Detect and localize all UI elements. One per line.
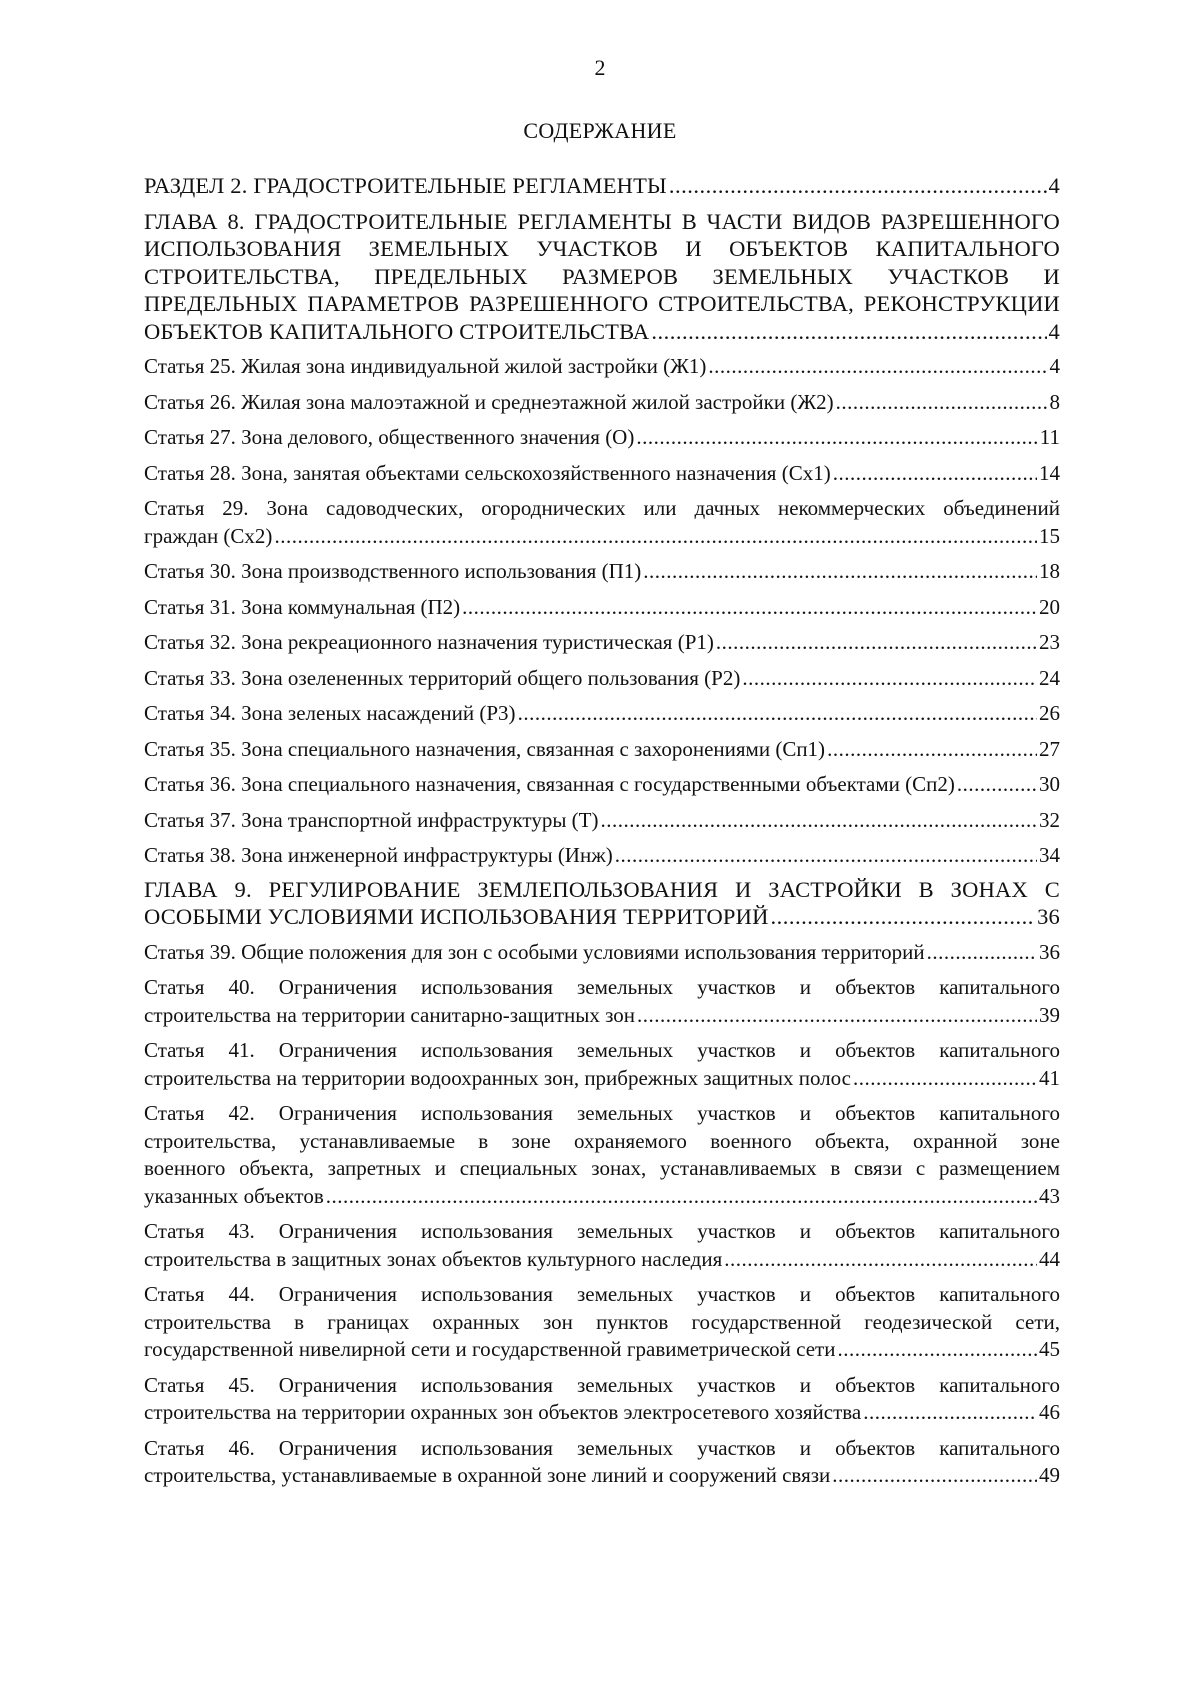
toc-entry[interactable] bbox=[144, 700, 1060, 728]
toc-entry-title: Статья 27. Зона делового, общественного значения (О) bbox=[144, 425, 635, 449]
dot-leader bbox=[853, 1065, 1037, 1093]
toc-entry-final-line bbox=[144, 629, 1060, 657]
toc-entry-final-line bbox=[144, 318, 1060, 346]
dot-leader bbox=[836, 389, 1048, 417]
toc-page-number: 23 bbox=[1039, 630, 1060, 654]
toc-entry-title: Статья 32. Зона рекреационного назначения туристическая (Р1) bbox=[144, 630, 714, 654]
toc-page-number: 39 bbox=[1039, 1002, 1060, 1027]
toc-entry[interactable] bbox=[144, 629, 1060, 657]
dot-leader bbox=[837, 1336, 1037, 1364]
toc-entry-final-line bbox=[144, 700, 1060, 728]
toc-entry-final-line bbox=[144, 665, 1060, 693]
toc-entry[interactable] bbox=[144, 172, 1060, 200]
dot-leader bbox=[827, 736, 1037, 764]
toc-entry-title: государственной нивелирной сети и государственной гравиметрической сети bbox=[144, 1337, 836, 1361]
toc-entry[interactable] bbox=[144, 1037, 1060, 1092]
toc-entry[interactable] bbox=[144, 1281, 1060, 1364]
toc-entry-final-line bbox=[144, 172, 1060, 200]
toc-page-number: 24 bbox=[1039, 665, 1060, 690]
toc-entry[interactable] bbox=[144, 558, 1060, 586]
toc-entry-title: граждан (Сх2) bbox=[144, 523, 273, 548]
toc-entry[interactable] bbox=[144, 460, 1060, 488]
toc-page-number: 20 bbox=[1039, 594, 1060, 619]
toc-entry-title: строительства, устанавливаемые в охранной зоне линий и сооружений связи bbox=[144, 1463, 831, 1487]
toc-entry-line: ПРЕДЕЛЬНЫХ ПАРАМЕТРОВ РАЗРЕШЕННОГО СТРОИТЕЛЬСТВА, РЕКОНСТРУКЦИИ bbox=[144, 291, 1060, 316]
dot-leader bbox=[716, 629, 1037, 657]
toc-entry[interactable] bbox=[144, 594, 1060, 622]
toc-entry-final-line bbox=[144, 558, 1060, 586]
toc-entry-final-line bbox=[144, 1399, 1060, 1427]
toc-page-number: 36 bbox=[1037, 904, 1060, 929]
toc-entry-title: Статья 26. Жилая зона малоэтажной и среднеэтажной жилой застройки (Ж2) bbox=[144, 389, 834, 414]
toc-entry-title: ОБЪЕКТОВ КАПИТАЛЬНОГО СТРОИТЕЛЬСТВА bbox=[144, 318, 650, 344]
toc-entry-line: ГЛАВА 9. РЕГУЛИРОВАНИЕ ЗЕМЛЕПОЛЬЗОВАНИЯ И ЗАСТРОЙКИ В ЗОНАХ С bbox=[144, 876, 1060, 902]
toc-entry-line: СТРОИТЕЛЬСТВА, ПРЕДЕЛЬНЫХ РАЗМЕРОВ ЗЕМЕЛЬНЫХ УЧАСТКОВ И bbox=[144, 263, 1060, 289]
toc-entry-final-line bbox=[144, 807, 1060, 835]
toc-entry-line: Статья 40. Ограничения использования земельных участков и объектов капитального bbox=[144, 975, 1060, 999]
toc-entry[interactable] bbox=[144, 1100, 1060, 1210]
toc-entry-title: строительства в защитных зонах объектов культурного наследия bbox=[144, 1246, 723, 1271]
table-of-contents bbox=[144, 172, 1060, 1490]
toc-page-number: 46 bbox=[1039, 1400, 1060, 1424]
toc-entry-title: Статья 39. Общие положения для зон с особыми условиями использования территорий bbox=[144, 939, 925, 964]
dot-leader bbox=[636, 424, 1037, 452]
dot-leader bbox=[326, 1183, 1037, 1211]
toc-entry-title: Статья 33. Зона озелененных территорий общего пользования (Р2) bbox=[144, 665, 741, 690]
dot-leader bbox=[833, 460, 1037, 488]
dot-leader bbox=[708, 353, 1047, 381]
dot-leader bbox=[742, 665, 1037, 693]
toc-entry-final-line bbox=[144, 460, 1060, 488]
dot-leader bbox=[274, 523, 1037, 551]
dot-leader bbox=[832, 1462, 1037, 1490]
toc-entry-title: Статья 35. Зона специального назначения, связанная с захоронениями (Сп1) bbox=[144, 736, 826, 761]
toc-page-number: 4 bbox=[1048, 318, 1060, 344]
toc-entry-final-line bbox=[144, 1462, 1060, 1490]
dot-leader bbox=[643, 558, 1037, 586]
toc-entry-final-line bbox=[144, 424, 1060, 452]
toc-entry-final-line bbox=[144, 736, 1060, 764]
toc-entry-title: Статья 38. Зона инженерной инфраструктуры (Инж) bbox=[144, 843, 613, 867]
page-number: 2 bbox=[594, 55, 606, 80]
toc-entry-line: строительства, устанавливаемые в зоне охраняемого военного объекта, охранной зоне bbox=[144, 1128, 1060, 1153]
toc-entry[interactable] bbox=[144, 876, 1060, 931]
toc-entry-final-line bbox=[144, 939, 1060, 967]
dot-leader bbox=[771, 903, 1036, 931]
toc-entry-title: Статья 25. Жилая зона индивидуальной жилой застройки (Ж1) bbox=[144, 354, 707, 378]
dot-leader bbox=[957, 771, 1037, 799]
toc-entry-line: строительства в границах охранных зон пунктов государственной геодезической сети, bbox=[144, 1309, 1060, 1334]
toc-page-number: 32 bbox=[1039, 807, 1060, 832]
toc-entry-line: военного объекта, запретных и специальных зонах, устанавливаемых в связи с размещением bbox=[144, 1156, 1060, 1180]
toc-entry-final-line bbox=[144, 353, 1060, 381]
toc-entry-title: Статья 36. Зона специального назначения, связанная с государственными объектами (Сп2) bbox=[144, 772, 955, 796]
toc-entry[interactable] bbox=[144, 389, 1060, 417]
toc-entry-title: Статья 37. Зона транспортной инфраструктуры (Т) bbox=[144, 807, 599, 832]
toc-entry-line: Статья 45. Ограничения использования земельных участков и объектов капитального bbox=[144, 1372, 1060, 1397]
dot-leader bbox=[462, 594, 1037, 622]
toc-entry-final-line bbox=[144, 594, 1060, 622]
toc-page-number: 18 bbox=[1039, 559, 1060, 583]
toc-entry[interactable] bbox=[144, 353, 1060, 381]
toc-page-number: 34 bbox=[1039, 843, 1060, 867]
toc-entry[interactable] bbox=[144, 842, 1060, 870]
toc-entry-title: строительства на территории охранных зон объектов электросетевого хозяйства bbox=[144, 1400, 862, 1424]
toc-entry-final-line bbox=[144, 1336, 1060, 1364]
toc-entry-line: ИСПОЛЬЗОВАНИЯ ЗЕМЕЛЬНЫХ УЧАСТКОВ И ОБЪЕКТОВ КАПИТАЛЬНОГО bbox=[144, 236, 1060, 261]
dot-leader bbox=[518, 700, 1037, 728]
toc-page-number: 15 bbox=[1039, 523, 1060, 548]
toc-entry-line: ГЛАВА 8. ГРАДОСТРОИТЕЛЬНЫЕ РЕГЛАМЕНТЫ В ЧАСТИ ВИДОВ РАЗРЕШЕННОГО bbox=[144, 208, 1060, 234]
toc-entry[interactable] bbox=[144, 208, 1060, 346]
toc-entry-line: Статья 44. Ограничения использования земельных участков и объектов капитального bbox=[144, 1282, 1060, 1306]
toc-entry-line: Статья 29. Зона садоводческих, огороднических или дачных некоммерческих объединений bbox=[144, 496, 1060, 520]
toc-entry[interactable] bbox=[144, 495, 1060, 550]
dot-leader bbox=[724, 1246, 1037, 1274]
toc-page-number: 49 bbox=[1039, 1463, 1060, 1487]
toc-page-number: 4 bbox=[1048, 173, 1060, 198]
toc-entry-title: строительства на территории водоохранных зон, прибрежных защитных полос bbox=[144, 1065, 851, 1090]
toc-entry-final-line bbox=[144, 903, 1060, 931]
toc-entry-title: Статья 34. Зона зеленых насаждений (Р3) bbox=[144, 701, 516, 725]
toc-entry-line: Статья 43. Ограничения использования земельных участков и объектов капитального bbox=[144, 1219, 1060, 1243]
toc-entry[interactable] bbox=[144, 974, 1060, 1029]
toc-page-number: 14 bbox=[1039, 460, 1060, 485]
toc-entry[interactable] bbox=[144, 807, 1060, 835]
toc-entry[interactable] bbox=[144, 1435, 1060, 1490]
dot-leader bbox=[615, 842, 1037, 870]
toc-entry-title: указанных объектов bbox=[144, 1183, 324, 1208]
toc-entry-final-line bbox=[144, 523, 1060, 551]
toc-entry-line: Статья 42. Ограничения использования земельных участков и объектов капитального bbox=[144, 1101, 1060, 1125]
toc-entry-title: Статья 28. Зона, занятая объектами сельскохозяйственного назначения (Сх1) bbox=[144, 460, 831, 485]
toc-entry-final-line bbox=[144, 1183, 1060, 1211]
toc-entry-final-line bbox=[144, 771, 1060, 799]
toc-page-number: 36 bbox=[1039, 939, 1060, 964]
toc-entry[interactable] bbox=[144, 665, 1060, 693]
toc-entry-final-line bbox=[144, 1002, 1060, 1030]
toc-heading: СОДЕРЖАНИЕ bbox=[523, 118, 677, 143]
toc-page-number: 27 bbox=[1039, 736, 1060, 761]
toc-page-number: 11 bbox=[1039, 425, 1060, 449]
toc-entry[interactable] bbox=[144, 736, 1060, 764]
toc-entry-final-line bbox=[144, 842, 1060, 870]
toc-entry-title: ОСОБЫМИ УСЛОВИЯМИ ИСПОЛЬЗОВАНИЯ ТЕРРИТОРИЙ bbox=[144, 904, 769, 929]
toc-page-number: 26 bbox=[1039, 701, 1060, 725]
toc-page-number: 41 bbox=[1039, 1065, 1060, 1090]
dot-leader bbox=[669, 172, 1047, 200]
toc-entry-title: РАЗДЕЛ 2. ГРАДОСТРОИТЕЛЬНЫЕ РЕГЛАМЕНТЫ bbox=[144, 173, 667, 198]
toc-entry[interactable] bbox=[144, 771, 1060, 799]
toc-entry[interactable] bbox=[144, 939, 1060, 967]
toc-entry-final-line bbox=[144, 1065, 1060, 1093]
toc-page-number: 43 bbox=[1039, 1183, 1060, 1208]
toc-page-number: 44 bbox=[1039, 1246, 1060, 1271]
dot-leader bbox=[651, 318, 1046, 346]
toc-page-number: 45 bbox=[1039, 1337, 1060, 1361]
toc-entry-title: Статья 31. Зона коммунальная (П2) bbox=[144, 594, 461, 619]
dot-leader bbox=[637, 1002, 1037, 1030]
toc-entry[interactable] bbox=[144, 1218, 1060, 1273]
toc-entry[interactable] bbox=[144, 424, 1060, 452]
toc-entry[interactable] bbox=[144, 1372, 1060, 1427]
toc-entry-title: строительства на территории санитарно-защитных зон bbox=[144, 1002, 635, 1027]
toc-entry-line: Статья 46. Ограничения использования земельных участков и объектов капитального bbox=[144, 1435, 1060, 1460]
toc-entry-line: Статья 41. Ограничения использования земельных участков и объектов капитального bbox=[144, 1038, 1060, 1062]
toc-page-number: 30 bbox=[1039, 772, 1060, 796]
toc-page-number: 8 bbox=[1049, 389, 1060, 414]
dot-leader bbox=[927, 939, 1037, 967]
toc-page-number: 4 bbox=[1049, 354, 1060, 378]
toc-entry-final-line bbox=[144, 1246, 1060, 1274]
dot-leader bbox=[863, 1399, 1037, 1427]
toc-entry-final-line bbox=[144, 389, 1060, 417]
dot-leader bbox=[601, 807, 1038, 835]
toc-entry-title: Статья 30. Зона производственного использования (П1) bbox=[144, 559, 642, 583]
